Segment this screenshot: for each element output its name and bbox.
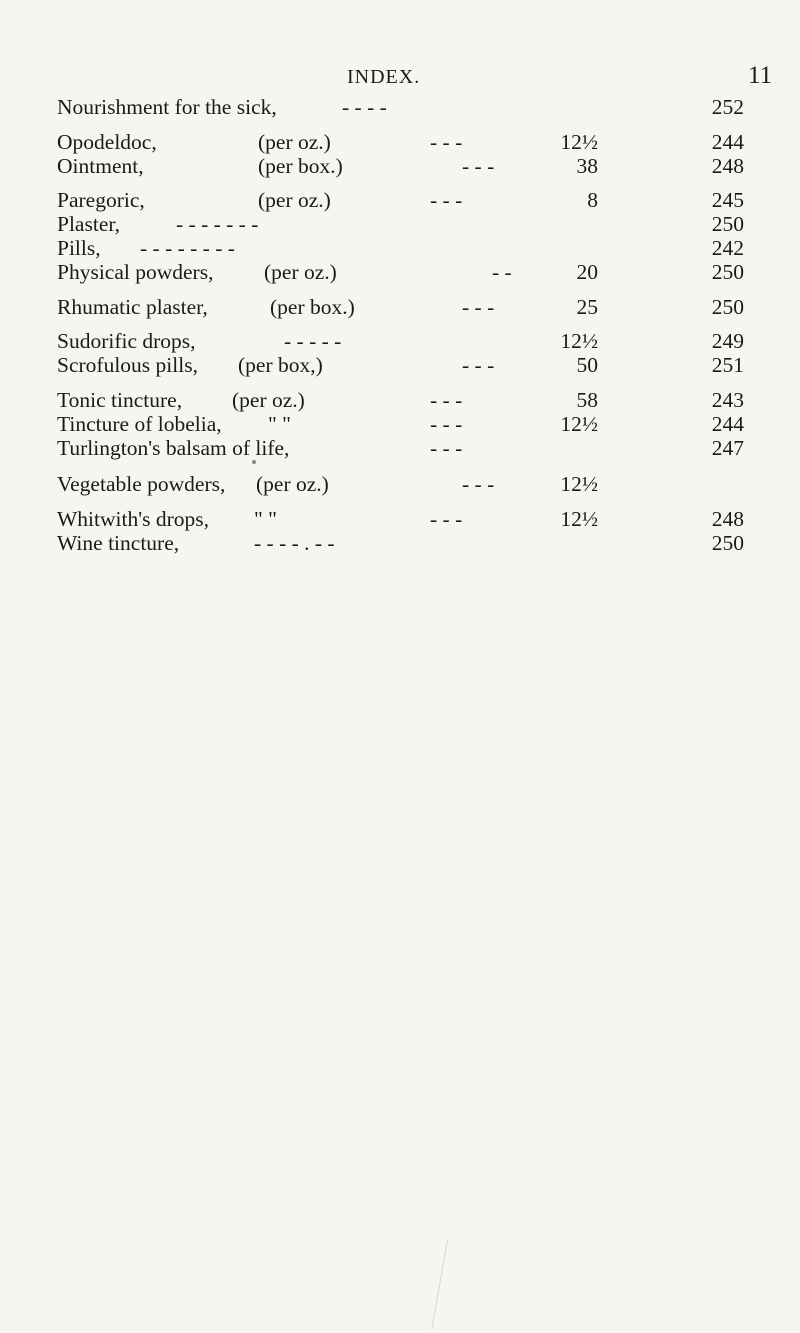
index-entry [0, 388, 800, 412]
dot-leader: - - - [462, 353, 495, 377]
paper-crease [431, 1240, 448, 1329]
entry-price: 38 [576, 154, 598, 178]
dot-leader: - - - [430, 130, 463, 154]
dot-leader: - - - [430, 188, 463, 212]
dot-leader: - - - [430, 388, 463, 412]
dot-leader: - - - [462, 154, 495, 178]
entry-page: 248 [711, 507, 744, 531]
index-entry [0, 212, 800, 236]
entry-page: 249 [711, 329, 744, 353]
entry-name: Scrofulous pills, [57, 353, 198, 377]
entry-price: 20 [576, 260, 598, 284]
entry-page: 250 [711, 295, 744, 319]
entry-name: Vegetable powders, [57, 472, 226, 496]
entry-price: 12½ [560, 412, 598, 436]
index-entry [0, 295, 800, 319]
index-entry [0, 236, 800, 260]
index-entry [0, 507, 800, 531]
entry-price: 8 [587, 188, 598, 212]
dot-leader: - - - - - - - - [140, 236, 235, 260]
entry-name: Physical powders, [57, 260, 214, 284]
index-entry [0, 260, 800, 284]
entry-page: 250 [711, 531, 744, 555]
entry-price: 25 [576, 295, 598, 319]
entry-name: Tonic tincture, [57, 388, 183, 412]
entry-page: 250 [711, 212, 744, 236]
entry-page: 247 [711, 436, 744, 460]
entry-page: 251 [711, 353, 744, 377]
entry-name: Turlington's balsam of life, [57, 436, 290, 460]
entry-name: Sudorific drops, [57, 329, 196, 353]
entry-unit: (per oz.) [256, 472, 329, 496]
index-entry [0, 472, 800, 496]
entry-name: Plaster, [57, 212, 121, 236]
ink-speck [252, 460, 256, 464]
entry-page: 244 [711, 130, 744, 154]
entry-unit: (per box.) [258, 154, 343, 178]
entry-page: 244 [711, 412, 744, 436]
entry-name: Tincture of lobelia, [57, 412, 222, 436]
index-entry [0, 436, 800, 460]
index-entry [0, 412, 800, 436]
page-number: 11 [748, 62, 773, 89]
entry-unit: " " [254, 507, 277, 531]
index-entry [0, 95, 800, 119]
entry-unit: (per box,) [238, 353, 323, 377]
entry-price: 12½ [560, 329, 598, 353]
entry-price: 12½ [560, 472, 598, 496]
dot-leader: - - [492, 260, 512, 284]
entry-page: 242 [711, 236, 744, 260]
index-entry [0, 531, 800, 555]
index-entry [0, 329, 800, 353]
entry-name: Paregoric, [57, 188, 145, 212]
entry-unit: (per oz.) [258, 130, 331, 154]
entry-name: Whitwith's drops, [57, 507, 209, 531]
dot-leader: - - - [430, 507, 463, 531]
dot-leader: - - - [430, 436, 463, 460]
dot-leader: - - - - [342, 95, 387, 119]
entry-price: 12½ [560, 130, 598, 154]
page-title: INDEX. [347, 66, 421, 88]
entry-unit: (per oz.) [232, 388, 305, 412]
entry-page: 243 [711, 388, 744, 412]
index-entry [0, 130, 800, 154]
entry-price: 58 [576, 388, 598, 412]
dot-leader: - - - - - - - [176, 212, 259, 236]
dot-leader: - - - - - [284, 329, 342, 353]
dot-leader: - - - [430, 412, 463, 436]
dot-leader: - - - - . - - [254, 531, 335, 555]
entry-price: 50 [576, 353, 598, 377]
entry-page: 248 [711, 154, 744, 178]
index-entry [0, 353, 800, 377]
index-entry [0, 154, 800, 178]
entry-unit: (per oz.) [264, 260, 337, 284]
entry-name: Ointment, [57, 154, 144, 178]
entry-price: 12½ [560, 507, 598, 531]
dot-leader: - - - [462, 472, 495, 496]
entry-name: Rhumatic plaster, [57, 295, 208, 319]
entry-page: 250 [711, 260, 744, 284]
index-entry [0, 188, 800, 212]
entry-name: Opodeldoc, [57, 130, 157, 154]
dot-leader: - - - [462, 295, 495, 319]
entry-unit: " " [268, 412, 291, 436]
entry-page: 252 [711, 95, 744, 119]
entry-unit: (per box.) [270, 295, 355, 319]
entry-name: Wine tincture, [57, 531, 180, 555]
entry-unit: (per oz.) [258, 188, 331, 212]
entry-name: Pills, [57, 236, 101, 260]
entry-name: Nourishment for the sick, [57, 95, 277, 119]
entry-page: 245 [711, 188, 744, 212]
